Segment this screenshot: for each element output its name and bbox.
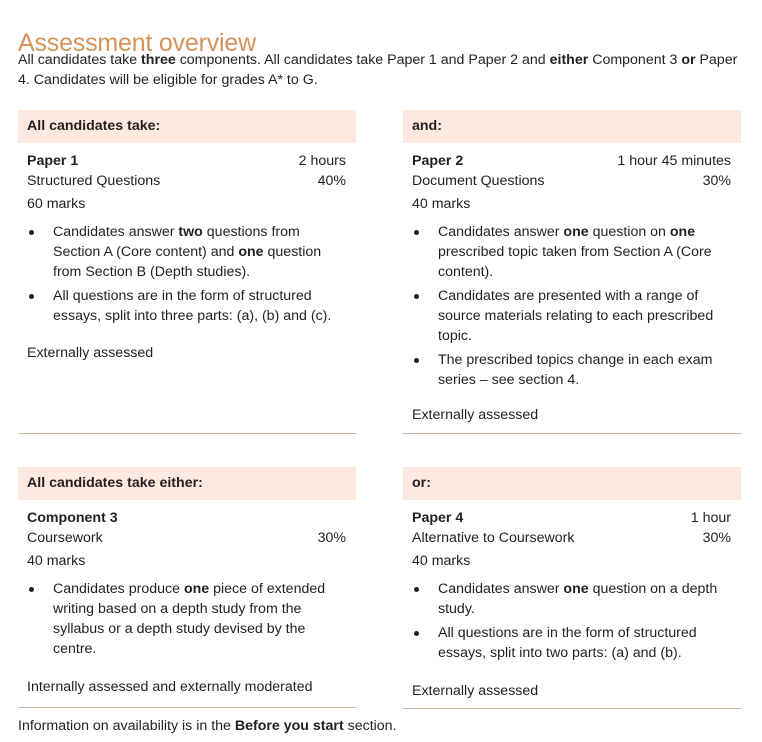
emphasis-text: one <box>183 581 210 597</box>
bullet-icon <box>414 358 419 363</box>
text-run: question on <box>588 224 670 240</box>
bullet-item <box>412 350 731 390</box>
duration: 2 hours <box>298 153 346 169</box>
paper-4-box <box>403 467 741 711</box>
bullet-icon <box>29 587 34 592</box>
component-name: Paper 1 <box>27 153 79 169</box>
text-run: Paper 4. Candidates will be eligible for grades A* to G. <box>18 52 738 88</box>
text-run: Candidates are presented with a range of source materials relating to each prescribed topic. <box>438 288 714 344</box>
bullet-icon <box>414 587 419 592</box>
weighting: 30% <box>702 530 731 546</box>
text-run: Candidates answer <box>438 581 564 597</box>
marks: 40 marks <box>412 553 471 569</box>
text-run: prescribed topic taken from Section A (Core content). <box>438 244 712 280</box>
component-type: Document Questions <box>412 173 545 189</box>
bullet-icon <box>414 230 419 235</box>
box-heading: All candidates take: <box>18 110 356 143</box>
page-title: Assessment overview <box>18 28 256 57</box>
divider <box>18 707 356 708</box>
bullet-icon <box>29 230 34 235</box>
bullet-list <box>412 222 731 390</box>
text-run: question on a depth study. <box>438 581 718 617</box>
bullet-icon <box>414 294 419 299</box>
divider <box>18 433 356 434</box>
text-run: components. All candidates take Paper 1 and Paper 2 and <box>175 52 550 68</box>
marks: 40 marks <box>412 196 471 212</box>
marks: 60 marks <box>27 196 86 212</box>
text-run: Candidates produce <box>53 581 184 597</box>
box-heading: All candidates take either: <box>18 467 356 500</box>
bullet-list <box>412 579 731 663</box>
weighting: 40% <box>317 173 346 189</box>
text-run: All questions are in the form of structured essays, split into three parts: (a), (b) and (c). <box>53 288 332 324</box>
text-run: Information on availability is in the <box>18 718 235 734</box>
bullet-item <box>412 286 731 346</box>
bullet-item <box>27 579 346 659</box>
box-heading: or: <box>403 467 741 500</box>
intro-paragraph <box>18 50 748 90</box>
marks: 40 marks <box>27 553 86 569</box>
divider <box>403 433 741 434</box>
text-run: question from Section B (Depth studies). <box>53 244 322 280</box>
bullet-list <box>27 222 346 326</box>
emphasis-text: one <box>669 224 696 240</box>
component-3-box <box>18 467 356 711</box>
component-name: Paper 2 <box>412 153 464 169</box>
emphasis-text: one <box>563 224 589 240</box>
component-type: Alternative to Coursework <box>412 530 575 546</box>
weighting: 30% <box>317 530 346 546</box>
bullet-item <box>412 222 731 282</box>
paper-1-box <box>18 110 356 434</box>
bullet-icon <box>414 631 419 636</box>
text-run: Component 3 <box>588 52 682 68</box>
assessment-type: Externally assessed <box>412 683 539 699</box>
component-name: Paper 4 <box>412 510 464 526</box>
component-name: Component 3 <box>27 510 118 526</box>
emphasis-text: three <box>141 52 176 68</box>
bullet-item <box>412 623 731 663</box>
component-type: Structured Questions <box>27 173 161 189</box>
text-run: The prescribed topics change in each exam series – see section 4. <box>438 352 713 388</box>
bullet-item <box>27 286 346 326</box>
availability-note <box>18 716 397 736</box>
assessment-type: Externally assessed <box>27 345 154 361</box>
emphasis-text: one <box>563 581 589 597</box>
box-heading: and: <box>403 110 741 143</box>
emphasis-text: Before you start <box>234 718 344 734</box>
text-run: Candidates answer <box>53 224 179 240</box>
bullet-icon <box>29 294 34 299</box>
bullet-item <box>27 222 346 282</box>
duration: 1 hour <box>690 510 731 526</box>
weighting: 30% <box>702 173 731 189</box>
bullet-list <box>27 579 346 659</box>
text-run: All questions are in the form of structured essays, split into two parts: (a) and (b). <box>438 625 697 661</box>
paper-2-box <box>403 110 741 434</box>
emphasis-text: or <box>681 52 696 68</box>
text-run: piece of extended writing based on a depth study from the syllabus or a depth study devised by the centre. <box>53 581 326 657</box>
emphasis-text: two <box>178 224 203 240</box>
emphasis-text: either <box>549 52 589 68</box>
text-run: section. <box>343 718 397 734</box>
assessment-type: Externally assessed <box>412 407 539 423</box>
emphasis-text: one <box>238 244 264 260</box>
duration: 1 hour 45 minutes <box>617 153 731 169</box>
divider <box>403 708 741 709</box>
component-type: Coursework <box>27 530 103 546</box>
text-run: Candidates answer <box>438 224 564 240</box>
bullet-item <box>412 579 731 619</box>
text-run: questions from Section A (Core content) and <box>53 224 300 260</box>
assessment-type: Internally assessed and externally moderated <box>27 679 313 695</box>
text-run: All candidates take <box>18 52 142 68</box>
